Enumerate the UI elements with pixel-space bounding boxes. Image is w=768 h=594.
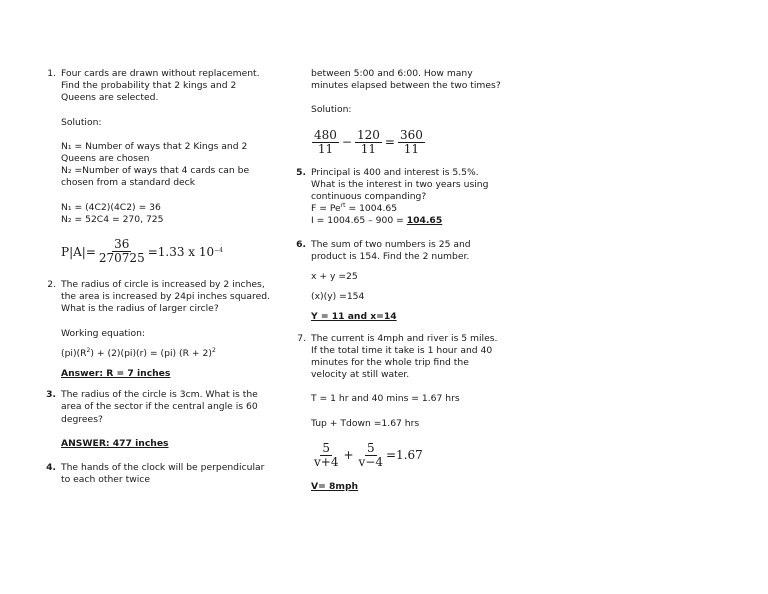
formula-part-a: F = Pe (311, 203, 341, 215)
denominator: 11 (317, 141, 334, 156)
question-5 (290, 167, 502, 228)
eq-part-b: ) + (2)(pi)(r) = (pi) (R + 2) (90, 347, 212, 359)
question-text-part-2: between 5:00 and 6:00. How many minutes elapsed between the two times? (311, 68, 501, 92)
numerator: 36 (114, 237, 130, 252)
time-sum-line: Tup + Tdown =1.67 hrs (311, 417, 420, 429)
left-column (40, 68, 272, 486)
question-number: 1. (47, 68, 56, 79)
eq-rhs: =1.67 (386, 448, 423, 463)
question-number: 5. (296, 166, 306, 178)
answer: 104.65 (406, 215, 443, 227)
eq-exponent-2: 2 (211, 346, 216, 354)
operator: − (341, 135, 352, 150)
fraction-2 (357, 442, 385, 469)
formula-line (311, 203, 502, 215)
n1-value: N₁ = (4C2)(4C2) = 36 (61, 201, 161, 213)
denominator: 270725 (98, 251, 145, 266)
question-3 (40, 389, 272, 450)
question-text-part-1: The hands of the clock will be perpendicular to each other twice (61, 462, 265, 486)
equation-2: (x)(y) =154 (311, 291, 365, 303)
numerator: 5 (322, 440, 331, 455)
probability-fraction (97, 238, 147, 265)
operator: + (343, 448, 354, 463)
answer: ANSWER: 477 inches (61, 437, 169, 449)
eq-lhs: P|A|= (61, 244, 96, 259)
question-number: 6. (296, 238, 306, 250)
question-2 (40, 279, 272, 380)
solution-label: Solution: (311, 104, 352, 116)
answer: V= 8mph (311, 480, 359, 492)
numerator: 480 (314, 127, 337, 142)
answer: Y = 11 and x=14 (311, 311, 397, 323)
question-text: The radius of circle is increased by 2 inches, the area is increased by 24pi inches squared. What is the radius of larger circle? (61, 279, 270, 315)
probability-equation (61, 238, 272, 265)
question-number: 2. (47, 279, 56, 291)
eq-rhs-base: =1.33 x 10 (147, 244, 215, 259)
denominator: 11 (360, 141, 377, 156)
question-text: Four cards are drawn without replacement. Find the probability that 2 kings and 2 Queens are selected. (61, 68, 260, 104)
denominator: 11 (403, 141, 420, 156)
numerator: 5 (366, 440, 375, 455)
question-1 (40, 68, 272, 265)
n2-value: N₂ = 52C4 = 270, 725 (61, 213, 164, 225)
question-7 (290, 333, 502, 493)
question-text: The sum of two numbers is 25 and product is 154. Find the 2 number. (311, 238, 471, 262)
eq-part-a: (pi)(R (61, 347, 87, 359)
solution-label: Solution: (61, 116, 102, 128)
answer: Answer: R = 7 inches (61, 368, 171, 380)
fraction-1 (312, 129, 339, 156)
interest-text: I = 1004.65 – 900 = (311, 215, 407, 227)
working-equation (61, 348, 272, 360)
question-text: The radius of the circle is 3cm. What is the area of the sector if the central angle is 60 degrees? (61, 389, 258, 425)
denominator: v−4 (358, 454, 383, 469)
fraction-3 (398, 129, 425, 156)
formula-part-b: = 1004.65 (345, 203, 398, 215)
denominator: v+4 (314, 454, 339, 469)
clock-equation (311, 129, 502, 156)
eq-rhs-exponent: −4 (214, 246, 224, 254)
numerator: 360 (399, 127, 423, 142)
velocity-equation (311, 442, 502, 469)
fraction-2 (355, 129, 382, 156)
question-text: Principal is 400 and interest is 5.5%. What is the interest in two years using continuous companding? (311, 166, 489, 203)
operator: = (384, 135, 395, 150)
n1-definition: N₁ = Number of ways that 2 Kings and 2 Queens are chosen (61, 140, 248, 165)
interest-line (311, 215, 502, 227)
right-column (290, 68, 502, 493)
eq-rhs (148, 245, 223, 259)
question-number: 3. (46, 389, 56, 401)
question-number: 7. (297, 332, 306, 344)
question-4 (40, 462, 272, 486)
question-4-continued (290, 68, 502, 156)
numerator: 120 (356, 127, 380, 142)
n2-definition: N₂ =Number of ways that 4 cards can be chosen from a standard deck (61, 165, 250, 189)
question-6 (290, 239, 502, 324)
question-number: 4. (46, 462, 56, 474)
time-line: T = 1 hr and 40 mins = 1.67 hrs (311, 393, 460, 405)
equation-1: x + y =25 (311, 271, 358, 283)
formula-exponent: rt (340, 202, 346, 210)
working-label: Working equation: (61, 327, 146, 339)
question-text: The current is 4mph and river is 5 miles. If the total time it take is 1 hour and 40 minutes for the whole trip find the velocity at still water. (311, 332, 498, 381)
fraction-1 (312, 442, 340, 469)
eq-exponent-1: 2 (86, 346, 91, 354)
